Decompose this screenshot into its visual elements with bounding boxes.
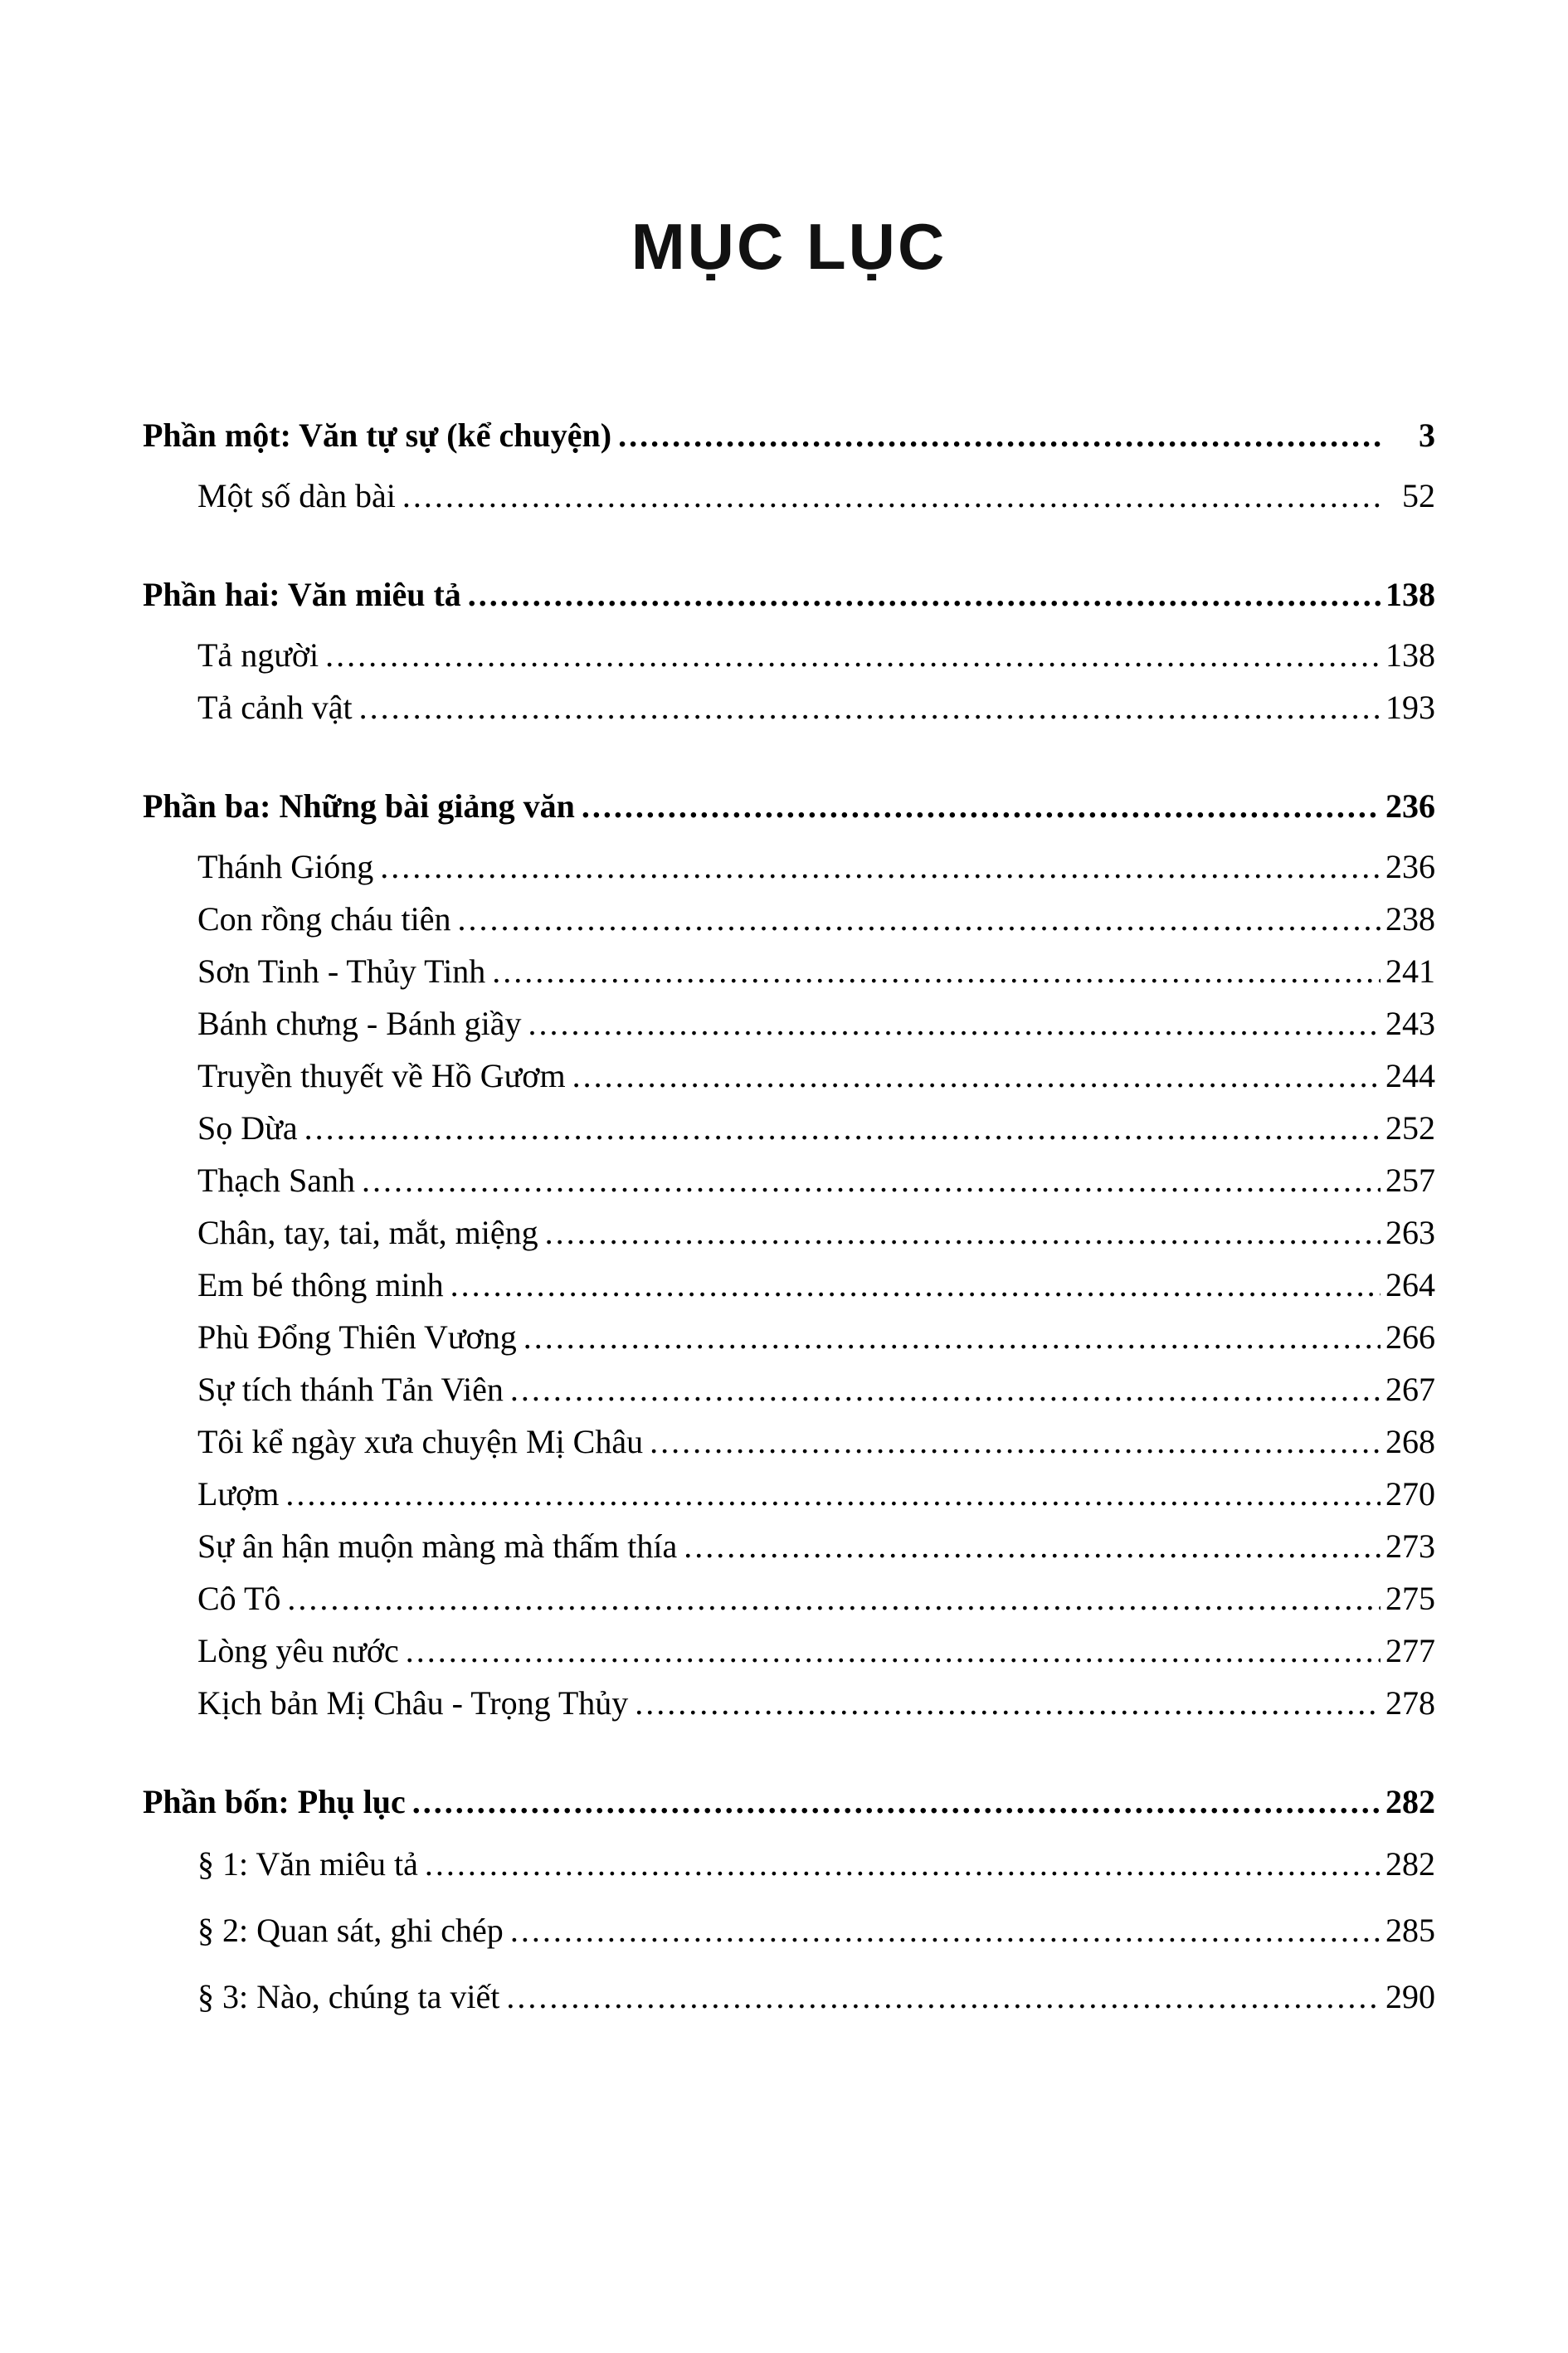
dot-leader bbox=[492, 945, 1381, 997]
dot-leader bbox=[618, 409, 1382, 461]
dot-leader bbox=[425, 1831, 1381, 1898]
dot-leader bbox=[684, 1520, 1381, 1572]
toc-entry bbox=[143, 893, 1435, 945]
dot-leader bbox=[572, 1050, 1381, 1102]
entry-label: Một số dàn bài bbox=[197, 477, 396, 514]
section-page-number: 138 bbox=[1385, 576, 1435, 613]
toc-entry bbox=[143, 1625, 1435, 1677]
dot-leader bbox=[450, 1259, 1381, 1311]
dot-leader bbox=[510, 1898, 1381, 1964]
entry-label: Truyền thuyết về Hồ Gươm bbox=[197, 1057, 566, 1094]
toc-entry bbox=[143, 1102, 1435, 1154]
toc-entry bbox=[143, 1831, 1435, 1898]
toc-section-items bbox=[143, 629, 1435, 733]
toc-section-items bbox=[143, 1831, 1435, 2030]
entry-label: § 3: Nào, chúng ta viết bbox=[197, 1978, 500, 2015]
section-heading-label: Phần một: Văn tự sự (kể chuyện) bbox=[143, 417, 612, 454]
entry-page-number: 282 bbox=[1385, 1845, 1435, 1883]
section-heading-label: Phần ba: Những bài giảng văn bbox=[143, 787, 575, 825]
entry-label: Con rồng cháu tiên bbox=[197, 900, 451, 938]
dot-leader bbox=[635, 1677, 1381, 1729]
toc-entry bbox=[143, 1050, 1435, 1102]
entry-page-number: 268 bbox=[1385, 1423, 1435, 1460]
toc-entry bbox=[143, 681, 1435, 733]
entry-label: § 2: Quan sát, ghi chép bbox=[197, 1912, 504, 1949]
entry-page-number: 278 bbox=[1385, 1684, 1435, 1722]
entry-page-number: 193 bbox=[1385, 689, 1435, 726]
toc-entry bbox=[143, 1964, 1435, 2030]
toc-entry bbox=[143, 1311, 1435, 1363]
toc-entry bbox=[143, 1898, 1435, 1964]
dot-leader bbox=[285, 1468, 1381, 1520]
entry-page-number: 270 bbox=[1385, 1475, 1435, 1513]
toc-section-items bbox=[143, 840, 1435, 1729]
toc-section-heading bbox=[143, 780, 1435, 832]
dot-leader bbox=[458, 893, 1381, 945]
toc-entry bbox=[143, 1520, 1435, 1572]
entry-label: Em bé thông minh bbox=[197, 1266, 444, 1303]
dot-leader bbox=[510, 1363, 1381, 1415]
toc-section bbox=[143, 409, 1435, 522]
entry-label: Sọ Dừa bbox=[197, 1109, 298, 1147]
toc-section-items bbox=[143, 470, 1435, 522]
entry-page-number: 285 bbox=[1385, 1912, 1435, 1949]
entry-label: Cô Tô bbox=[197, 1580, 281, 1617]
entry-label: Lòng yêu nước bbox=[197, 1632, 399, 1669]
toc-entry bbox=[143, 1468, 1435, 1520]
entry-page-number: 138 bbox=[1385, 636, 1435, 674]
toc-entry bbox=[143, 997, 1435, 1050]
table-of-contents bbox=[143, 409, 1435, 2030]
dot-leader bbox=[406, 1625, 1381, 1677]
entry-page-number: 244 bbox=[1385, 1057, 1435, 1094]
entry-page-number: 236 bbox=[1385, 848, 1435, 885]
toc-entry bbox=[143, 1572, 1435, 1625]
section-page-number: 282 bbox=[1385, 1783, 1435, 1820]
toc-entry bbox=[143, 1206, 1435, 1259]
entry-page-number: 267 bbox=[1385, 1371, 1435, 1408]
entry-label: Thánh Gióng bbox=[197, 848, 374, 885]
entry-page-number: 264 bbox=[1385, 1266, 1435, 1303]
toc-section-heading bbox=[143, 1776, 1435, 1828]
entry-label: § 1: Văn miêu tả bbox=[197, 1845, 418, 1883]
toc-entry bbox=[143, 629, 1435, 681]
dot-leader bbox=[582, 780, 1381, 832]
entry-label: Phù Đổng Thiên Vương bbox=[197, 1318, 517, 1356]
entry-label: Bánh chưng - Bánh giầy bbox=[197, 1005, 522, 1042]
section-heading-label: Phần bốn: Phụ lục bbox=[143, 1783, 406, 1820]
entry-label: Tôi kể ngày xưa chuyện Mị Châu bbox=[197, 1423, 644, 1460]
dot-leader bbox=[304, 1102, 1381, 1154]
dot-leader bbox=[528, 997, 1381, 1050]
toc-entry bbox=[143, 1154, 1435, 1206]
toc-entry bbox=[143, 1363, 1435, 1415]
dot-leader bbox=[359, 681, 1381, 733]
entry-page-number: 238 bbox=[1385, 900, 1435, 938]
page-title: MỤC LỤC bbox=[631, 210, 947, 283]
toc-entry bbox=[143, 945, 1435, 997]
toc-section bbox=[143, 1776, 1435, 2030]
dot-leader bbox=[650, 1415, 1381, 1468]
entry-page-number: 252 bbox=[1385, 1109, 1435, 1147]
toc-section-heading bbox=[143, 568, 1435, 621]
entry-page-number: 52 bbox=[1402, 477, 1435, 514]
toc-entry bbox=[143, 470, 1435, 522]
dot-leader bbox=[325, 629, 1381, 681]
dot-leader bbox=[380, 840, 1381, 893]
entry-label: Sự tích thánh Tản Viên bbox=[197, 1371, 504, 1408]
entry-label: Thạch Sanh bbox=[197, 1162, 355, 1199]
toc-entry bbox=[143, 840, 1435, 893]
entry-label: Chân, tay, tai, mắt, miệng bbox=[197, 1214, 538, 1251]
entry-page-number: 277 bbox=[1385, 1632, 1435, 1669]
dot-leader bbox=[468, 568, 1381, 621]
toc-section-heading bbox=[143, 409, 1435, 461]
entry-page-number: 243 bbox=[1385, 1005, 1435, 1042]
dot-leader bbox=[412, 1776, 1381, 1828]
toc-entry bbox=[143, 1415, 1435, 1468]
section-page-number: 3 bbox=[1419, 417, 1435, 454]
entry-page-number: 257 bbox=[1385, 1162, 1435, 1199]
entry-label: Sự ân hận muộn màng mà thấm thía bbox=[197, 1527, 678, 1565]
toc-section bbox=[143, 780, 1435, 1729]
toc-entry bbox=[143, 1677, 1435, 1729]
entry-label: Tả người bbox=[197, 636, 319, 674]
entry-label: Kịch bản Mị Châu - Trọng Thủy bbox=[197, 1684, 629, 1722]
dot-leader bbox=[287, 1572, 1381, 1625]
entry-label: Tả cảnh vật bbox=[197, 689, 353, 726]
entry-page-number: 273 bbox=[1385, 1527, 1435, 1565]
dot-leader bbox=[506, 1964, 1381, 2030]
entry-page-number: 263 bbox=[1385, 1214, 1435, 1251]
toc-section bbox=[143, 568, 1435, 733]
entry-page-number: 241 bbox=[1385, 952, 1435, 990]
entry-page-number: 275 bbox=[1385, 1580, 1435, 1617]
section-heading-label: Phần hai: Văn miêu tả bbox=[143, 576, 461, 613]
dot-leader bbox=[362, 1154, 1381, 1206]
toc-entry bbox=[143, 1259, 1435, 1311]
dot-leader bbox=[545, 1206, 1381, 1259]
dot-leader bbox=[402, 470, 1382, 522]
entry-label: Lượm bbox=[197, 1475, 280, 1513]
dot-leader bbox=[523, 1311, 1381, 1363]
section-page-number: 236 bbox=[1385, 787, 1435, 825]
entry-label: Sơn Tinh - Thủy Tinh bbox=[197, 952, 486, 990]
entry-page-number: 290 bbox=[1385, 1978, 1435, 2015]
entry-page-number: 266 bbox=[1385, 1318, 1435, 1356]
